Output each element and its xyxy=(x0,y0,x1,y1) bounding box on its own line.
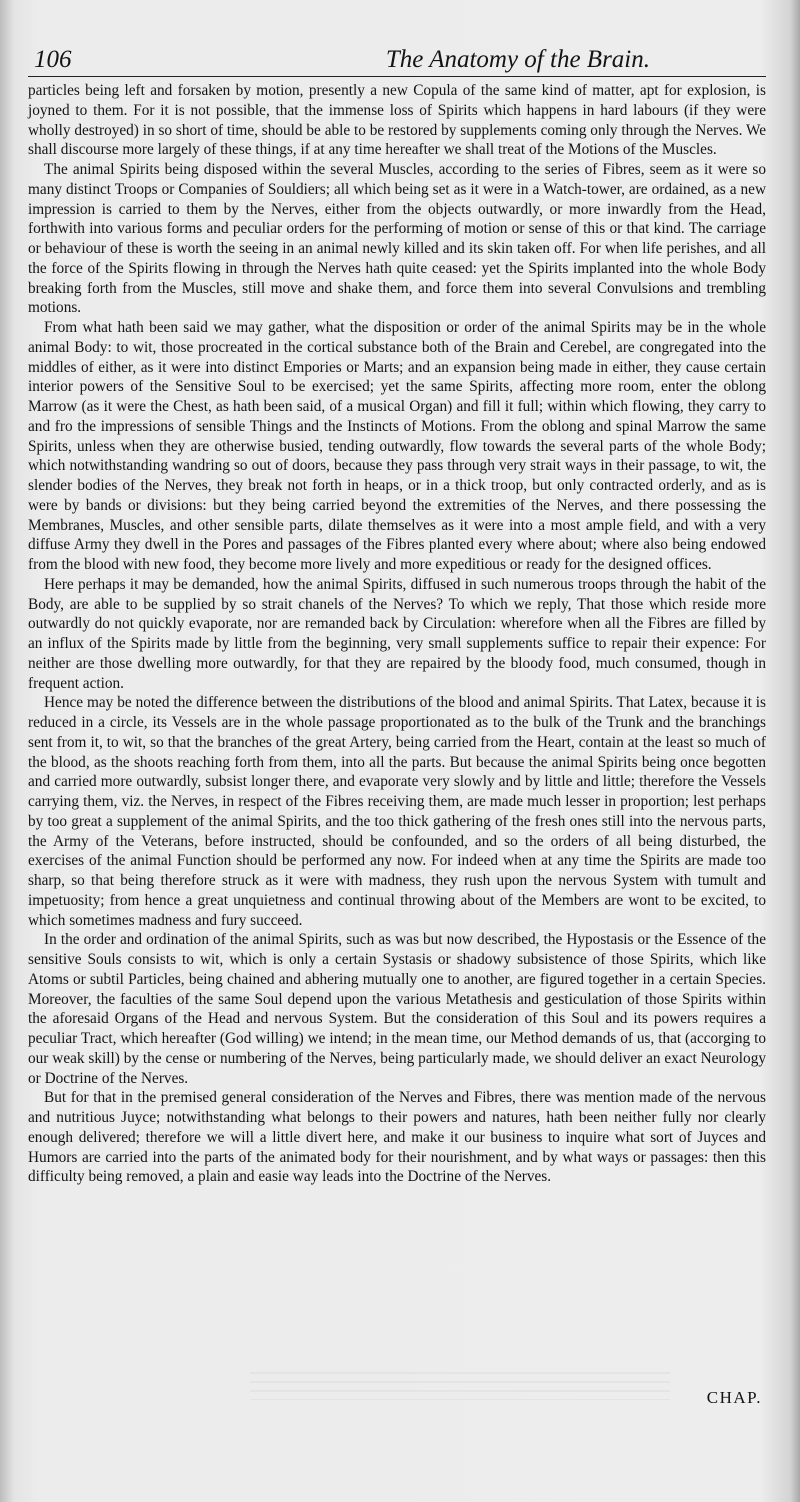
paragraph-continued: particles being left and forsaken by motion, presently a new Copula of the same kind of matter, apt for explosion, is joyned to them. For it is not possible, that the immense loss of Spirits which happens in hard labours (if they were wholly destroyed) in so short of time, should be able to be restored by supplements coming only through the Nerves. We shall discourse more largely of these things, if at any time hereafter we shall treat of the Motions of the Muscles. xyxy=(28,82,766,159)
page-header xyxy=(28,46,766,77)
paragraph-blood-vs-spirits: Hence may be noted the difference between the distributions of the blood and animal Spirits. That Latex, because it is reduced in a circle, its Vessels are in the whole passage proportionated as to the bulk of the Trunk and the branchings sent from it, to wit, so that the branches of the great Artery, being carried from the Heart, contain at the least so much of the blood, as the shoots reaching forth from them, into all the parts. But because the animal Spirits being once begotten and carried more outwardly, subsist longer there, and evaporate very slowly and by little and little; therefore the Vessels carrying them, viz. the Nerves, in respect of the Fibres receiving them, are made much lesser in proportion; lest perhaps by too great a supplement of the animal Spirits, and the too thick gathering of the fresh ones still into the nervous parts, the Army of the Veterans, before instructed, should be confounded, and so the orders of all being disturbed, the exercises of the animal Function should be performed any now. For indeed when at any time the Spirits are made too sharp, so that being therefore struck as it were with madness, they rush upon the nervous System with tumult and impetuosity; from hence a great unquietness and continual throwing about of the Members are wont to be excited, to which sometimes madness and fury succeed. xyxy=(28,694,766,929)
page-body xyxy=(28,81,766,1187)
paragraph-animal-spirits-muscles: The animal Spirits being disposed within the several Muscles, according to the series of Fibres, seem as it were so many distinct Troops or Companies of Souldiers; all which being set as it were in a Watch-tower, are ordained, as a new impression is carried to them by the Nerves, either from the objects outwardly, or more inwardly from the Head, forthwith into various forms and peculiar orders for the performing of motion or sense of this or that kind. The carriage or behaviour of these is worth the seeing in an animal newly killed and its skin taken off. For when life perishes, and all the force of the Spirits flowing in through the Nerves hath quite ceased: yet the Spirits implanted into the whole Body breaking forth from the Muscles, still move and shake them, and force them into several Convulsions and trembling motions. xyxy=(28,161,766,317)
paragraph-nervous-juyce: But for that in the premised general consideration of the Nerves and Fibres, there was mention made of the nervous and nutritious Juyce; notwithstanding what belongs to their powers and natures, hath been neither fully nor clearly enough delivered; therefore we will a little divert here, and make it our business to inquire what sort of Juyces and Humors are carried into the parts of the animated body for their nourishment, and by what ways or passages: then this difficulty being removed, a plain and easie way leads into the Doctrine of the Nerves. xyxy=(28,1089,766,1186)
page-number: 106 xyxy=(34,46,72,73)
running-title: The Anatomy of the Brain. xyxy=(385,46,650,73)
paragraph-supply-question: Here perhaps it may be demanded, how the animal Spirits, diffused in such numerous troops through the habit of the Body, are able to be supplied by so strait chanels of the Nerves? To which we reply, That those which reside more outwardly do not quickly evaporate, nor are remanded back by Circulation: wherefore when all the Fibres are filled by an influx of the Spirits made by little from the beginning, very small supplements suffice to repair their expence: For neither are those dwelling more outwardly, for that they are repaired by the bloody food, much consumed, though in frequent action. xyxy=(28,575,766,692)
paragraph-sensitive-soul: In the order and ordination of the animal Spirits, such as was but now described, the Hypostasis or the Essence of the sensitive Souls consists to wit, which is only a certain Systasis or shadowy subsistence of those Spirits, which like Atoms or subtil Particles, being chained and abhering mutually one to another, are figured together in a certain Species. Moreover, the faculties of the same Soul depend upon the various Metathesis and gesticulation of those Spirits within the aforesaid Organs of the Head and nervous System. But the consideration of this Soul and its powers requires a peculiar Tract, which hereafter (God willing) we intend; in the mean time, our Method demands of us, that (accorging to our weak skill) by the cense or numbering of the Nerves, being particularly made, we should deliver an exact Neurology or Doctrine of the Nerves. xyxy=(28,931,766,1087)
paragraph-disposition-of-spirits: From what hath been said we may gather, what the disposition or order of the animal Spirits may be in the whole animal Body: to wit, those procreated in the cortical substance both of the Brain and Cerebel, are congregated into the middles of either, as it were into distinct Empories or Marts; and an expansion being made in either, they cause certain interior powers of the Sensitive Soul to be exercised; yet the same Spirits, affecting more room, enter the oblong Marrow (as it were the Chest, as hath been said, of a musical Organ) and fill it full; within which flowing, they carry to and fro the impressions of sensible Things and the Instincts of Motions. From the oblong and spinal Marrow the same Spirits, unless when they are otherwise busied, tending outwardly, flow towards the several parts of the whole Body; which notwithstanding wandring so out of doors, because they pass through very strait ways in their passage, to wit, the slender bodies of the Nerves, they break not forth in heaps, or in a thick troop, but only contracted orderly, and as is were by bands or divisions: but they being carried beyond the extremities of the Nerves, and there possessing the Membranes, Muscles, and other sensible parts, dilate themselves as it were into a most ample field, and with a very diffuse Army they dwell in the Pores and passages of the Fibres planted every where about; where also being endowed from the blood with new food, they become more lively and more expeditious or ready for the designed offices. xyxy=(28,319,766,573)
show-through-bleed xyxy=(250,1372,670,1400)
catchword: CHAP. xyxy=(706,1388,762,1407)
